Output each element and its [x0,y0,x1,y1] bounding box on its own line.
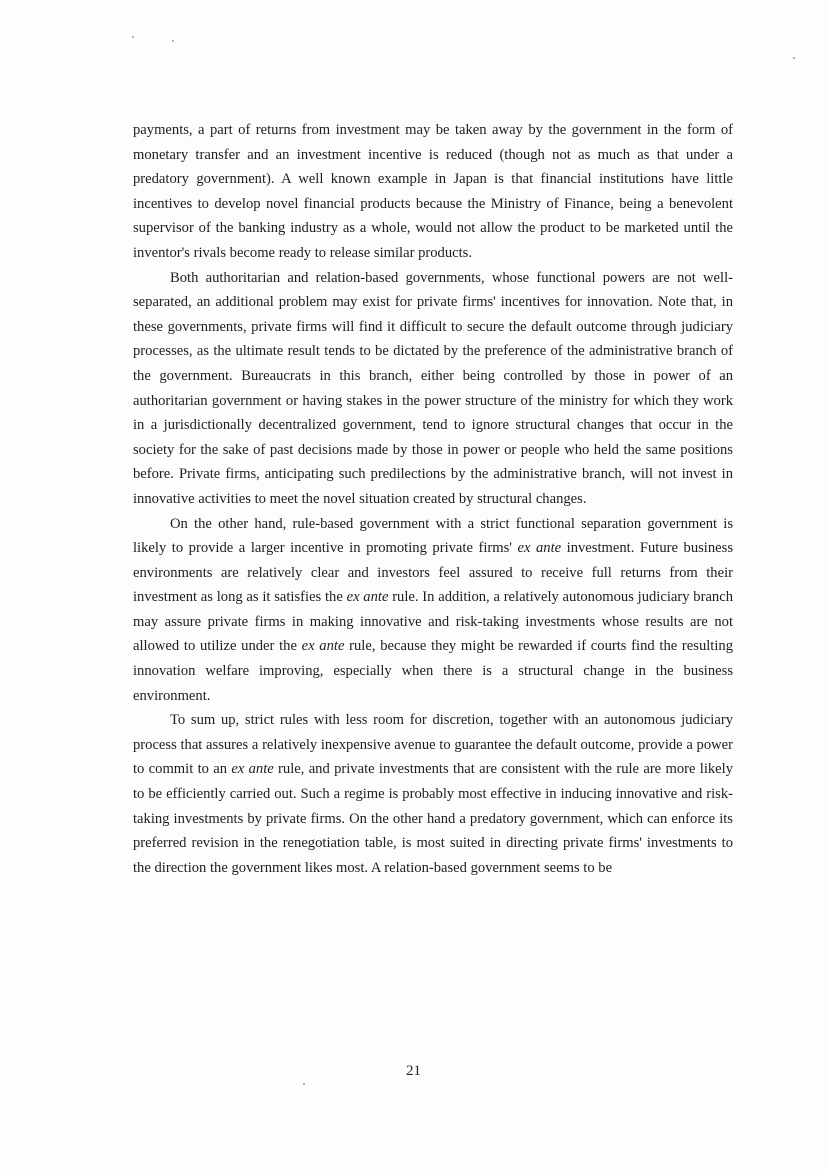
paragraph-text: rule, because they might be rewarded if courts find the resulting innovation welfare improving, especially when there is a structural change in the business environment. [133,638,733,704]
italic-term: ex ante [517,540,562,557]
paragraph-text: rule. In addition, a relatively autonomous judiciary branch may assure private firms in making innovative and risk-taking investments whose results are not allowed to utilize under the [133,589,733,655]
paragraph-text: Both authoritarian and relation-based governments, whose functional powers are not well-separated, an additional problem may exist for private firms' incentives for innovation. Note that, in these governments, private firms will find it difficult to secure the default outcome through judiciary processes, as the ultimate result tends to be dictated by the preference of the administrative branch of the government. Bureaucrats in this branch, either being controlled by those in power of an authoritarian government or having stakes in the power structure of the ministry for which they work in a jurisdictionally decentralized government, tend to ignore structural changes that occur in the society for the sake of past decisions made by those in power or people who held the same positions before. Private firms, anticipating such predilections by the administrative branch, will not invest in innovative activities to meet the novel situation created by structural changes. [133,269,733,507]
paragraph [133,512,733,709]
paragraph-text: To sum up, strict rules with less room for discretion, together with an autonomous judiciary process that assures a relatively inexpensive avenue to guarantee the default outcome, provide a power to commit to an [133,712,733,778]
paragraph-text: payments, a part of returns from investment may be taken away by the government in the form of monetary transfer and an investment incentive is reduced (though not as much as that under a predatory government). A well known example in Japan is that financial institutions have little incentives to develop novel financial products because the Ministry of Finance, being a benevolent supervisor of the banking industry as a whole, would not allow the product to be marketed until the inventor's rivals become ready to release similar products. [133,122,733,261]
paragraph [133,266,733,512]
italic-term: ex ante [346,589,389,606]
italic-term: ex ante [231,761,274,778]
paragraph-text: investment. Future business environments are relatively clear and investors feel assured to receive full returns from their investment as long as it satisfies the [133,540,733,606]
scan-speck [132,36,134,38]
italic-term: ex ante [301,638,345,655]
paragraph [133,708,733,880]
paragraph [133,118,733,266]
page-number: 21 [406,1063,421,1079]
paragraph-text: rule, and private investments that are consistent with the rule are more likely to be efficiently carried out. Such a regime is probably most effective in inducing innovative and risk-taking investments by private firms. On the other hand a predatory government, which can enforce its preferred revision in the renegotiation table, is most suited in directing private firms' investments to the direction the government likes most. A relation-based government seems to be [133,761,734,876]
paragraph-text: On the other hand, rule-based government with a strict functional separation government is likely to provide a larger incentive in promoting private firms' [133,515,733,557]
body-text [133,118,733,880]
scan-speck [303,1083,305,1085]
scan-speck [172,40,174,42]
scan-speck [793,57,795,59]
